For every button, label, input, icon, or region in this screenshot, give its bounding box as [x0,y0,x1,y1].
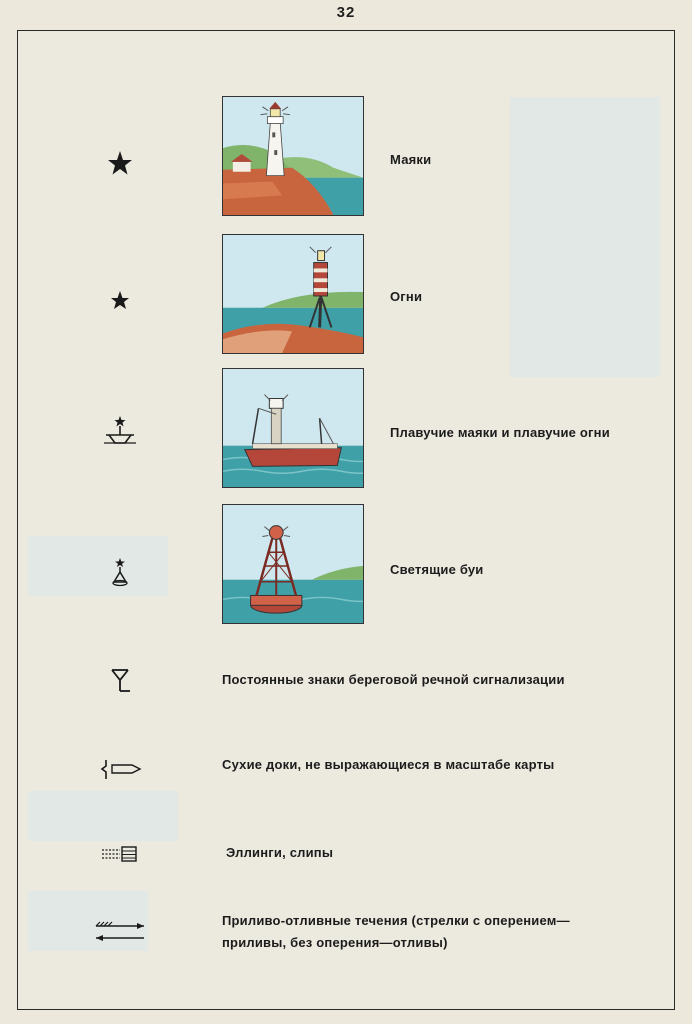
page-number: 32 [336,4,356,21]
legend-label: Эллинги, слипы [226,845,334,860]
dry-dock-icon [98,752,142,786]
light-tower-illustration [222,234,364,354]
legend-label: Постоянные знаки береговой речной сигнализации [222,672,565,687]
legend-label: Плавучие маяки и плавучие огни [390,425,610,440]
floating-lighthouse-icon [98,414,142,448]
legend-label: Огни [390,289,423,304]
legend-label-line-1: Приливо-отливные течения (стрелки с оперением— [222,913,570,928]
tidal-current-icon [92,914,148,948]
river-signal-icon [98,664,142,698]
lightship-illustration [222,368,364,488]
legend-label: Маяки [390,152,432,167]
slipway-icon [98,838,142,872]
star-small-icon [98,283,142,317]
lighted-buoy-illustration [222,504,364,624]
legend-label: Светящие буи [390,562,484,577]
show-through-block [510,97,660,377]
lighted-buoy-icon [98,556,142,590]
star-filled-icon [98,146,142,180]
legend-label-line-2: приливы, без оперения—отливы) [222,935,448,950]
legend-label: Сухие доки, не выражающиеся в масштабе карты [222,757,555,772]
lighthouse-illustration [222,96,364,216]
show-through-block [28,791,178,841]
